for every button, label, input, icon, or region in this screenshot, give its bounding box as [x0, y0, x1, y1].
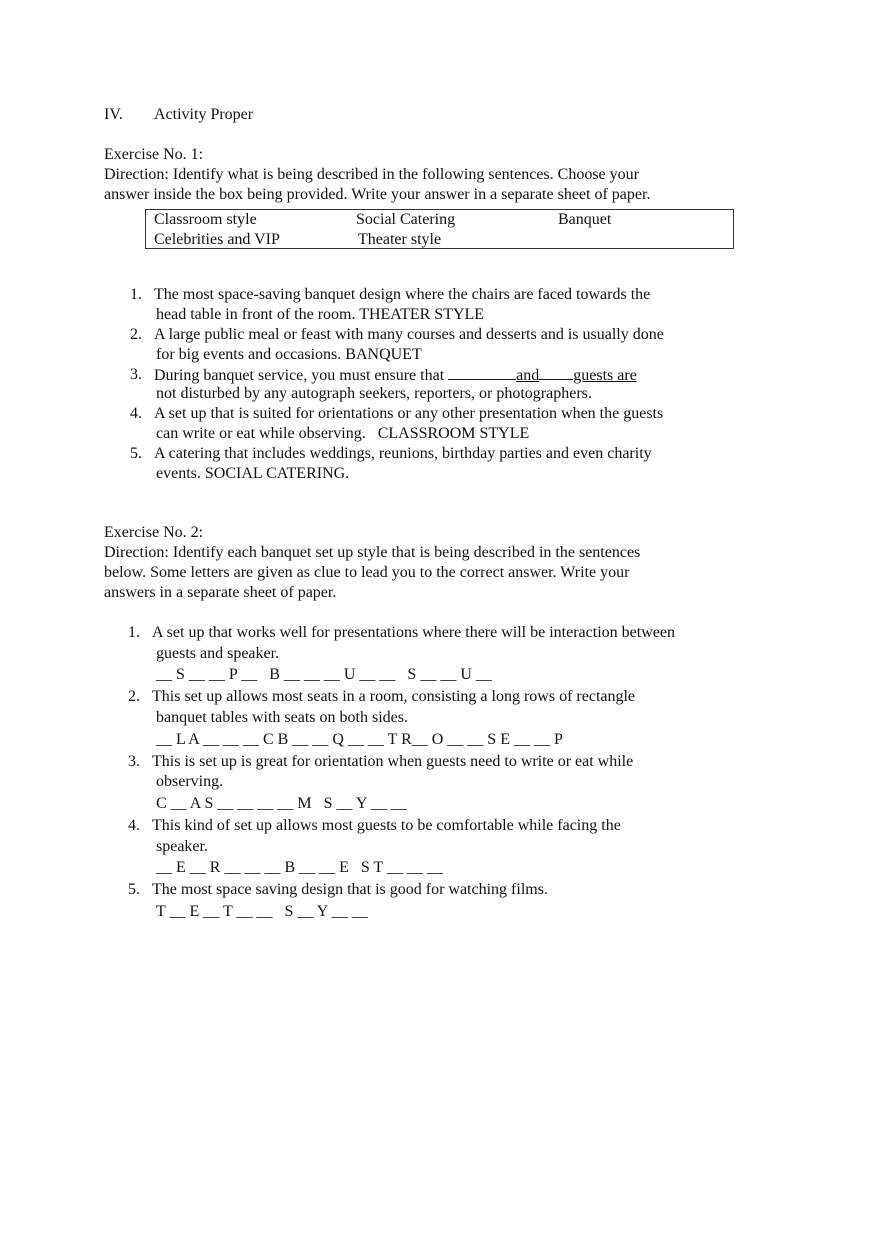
ex1-item-1-number: 1. [130, 286, 142, 303]
ex1-item-5-line-1: A catering that includes weddings, reunions, birthday parties and even charity [154, 445, 652, 462]
exercise-2-direction-line-3: answers in a separate sheet of paper. [104, 584, 337, 601]
choices-box [145, 209, 734, 249]
ex2-item-4-line-1: This kind of set up allows most guests to be comfortable while facing the [152, 817, 621, 834]
ex1-item-4-line-1: A set up that is suited for orientations or any other presentation when the guests [154, 405, 664, 422]
ex1-item-3-text-a: During banquet service, you must ensure that [154, 367, 445, 384]
ex2-item-4-line-2: speaker. [156, 838, 208, 855]
ex1-item-3-number: 3. [130, 366, 142, 383]
ex2-item-2-line-1: This set up allows most seats in a room, consisting a long rows of rectangle [152, 688, 636, 705]
ex1-item-5-number: 5. [130, 445, 142, 462]
choice-social-catering: Social Catering [356, 211, 456, 228]
ex1-item-3-text-c: guests are [573, 367, 637, 384]
section-number: IV. [104, 106, 123, 123]
exercise-1-direction-line-1: Direction: Identify what is being described in the following sentences. Choose your [104, 166, 639, 183]
ex2-item-2-clue: __ L A __ __ __ C B __ __ Q __ __ T R__ O __ __ S E __ __ P [156, 731, 563, 748]
ex1-item-3-text-b: and [516, 367, 540, 384]
ex1-item-2-line-2: for big events and occasions. BANQUET [156, 346, 422, 363]
ex2-item-1-clue: __ S __ __ P __ B __ __ __ U __ __ S __ __ U __ [156, 666, 492, 683]
choice-classroom-style: Classroom style [154, 211, 257, 228]
ex2-item-5-clue: T __ E __ T __ __ S __ Y __ __ [156, 903, 368, 920]
ex2-item-3-number: 3. [128, 753, 140, 770]
exercise-2-direction-line-2: below. Some letters are given as clue to lead you to the correct answer. Write your [104, 564, 630, 581]
exercise-2-title: Exercise No. 2: [104, 524, 204, 541]
choice-celebrities-vip: Celebrities and VIP [154, 231, 280, 248]
ex2-item-4-clue: __ E __ R __ __ __ B __ __ E S T __ __ __ [156, 859, 443, 876]
exercise-1-title: Exercise No. 1: [104, 146, 204, 163]
ex2-item-1-line-2: guests and speaker. [156, 645, 280, 662]
section-title: Activity Proper [154, 106, 254, 123]
answer-blank-2 [539, 365, 573, 380]
choice-banquet: Banquet [558, 211, 612, 228]
ex2-item-2-line-2: banquet tables with seats on both sides. [156, 709, 408, 726]
exercise-1-direction-line-2: answer inside the box being provided. Write your answer in a separate sheet of paper. [104, 186, 651, 203]
ex1-item-4-number: 4. [130, 405, 142, 422]
ex1-item-3-line-1 [154, 365, 637, 386]
ex2-item-1-number: 1. [128, 624, 140, 641]
ex1-item-2-line-1: A large public meal or feast with many courses and desserts and is usually done [154, 326, 664, 343]
ex2-item-3-line-1: This is set up is great for orientation when guests need to write or eat while [152, 753, 634, 770]
ex2-item-5-number: 5. [128, 881, 140, 898]
ex2-item-5-line-1: The most space saving design that is good for watching films. [152, 881, 548, 898]
ex2-item-1-line-1: A set up that works well for presentations where there will be interaction between [152, 624, 675, 641]
ex2-item-2-number: 2. [128, 688, 140, 705]
exercise-2-direction-line-1: Direction: Identify each banquet set up style that is being described in the sentences [104, 544, 641, 561]
ex1-item-2-number: 2. [130, 326, 142, 343]
ex2-item-3-line-2: observing. [156, 773, 224, 790]
ex1-item-1-line-2: head table in front of the room. THEATER STYLE [156, 306, 485, 323]
choice-theater-style: Theater style [358, 231, 442, 248]
ex1-item-1-line-1: The most space-saving banquet design where the chairs are faced towards the [154, 286, 651, 303]
ex1-item-5-line-2: events. SOCIAL CATERING. [156, 465, 350, 482]
ex2-item-4-number: 4. [128, 817, 140, 834]
ex1-item-4-line-2: can write or eat while observing. CLASSROOM STYLE [156, 425, 530, 442]
ex2-item-3-clue: C __ A S __ __ __ __ M S __ Y __ __ [156, 795, 407, 812]
answer-blank-1 [448, 365, 516, 380]
ex1-item-3-line-2: not disturbed by any autograph seekers, reporters, or photographers. [156, 385, 592, 402]
